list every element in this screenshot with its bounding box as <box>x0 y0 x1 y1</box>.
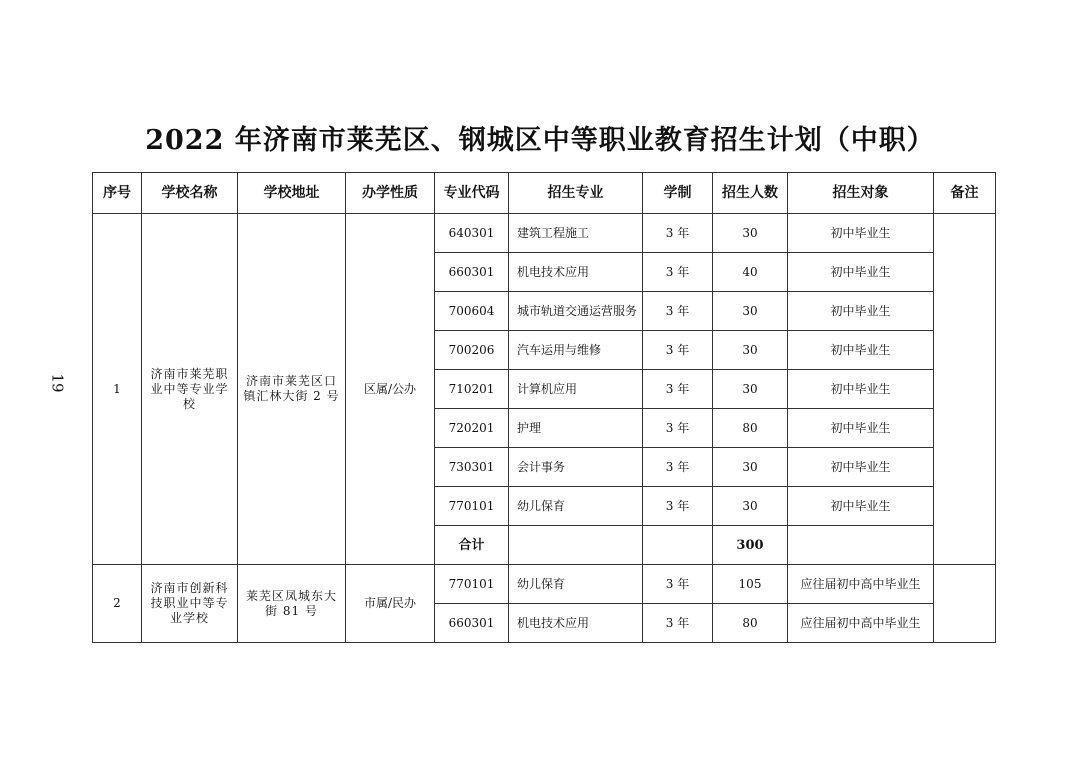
major-years: 3 年 <box>643 370 713 409</box>
major-code: 710201 <box>435 370 509 409</box>
major-years: 3 年 <box>643 409 713 448</box>
major-target: 应往届初中高中毕业生 <box>788 604 934 643</box>
total-empty-cell <box>788 526 934 565</box>
major-code: 700206 <box>435 331 509 370</box>
major-target: 初中毕业生 <box>788 253 934 292</box>
major-count: 40 <box>713 253 788 292</box>
major-count: 80 <box>713 604 788 643</box>
page-number: 19 <box>48 373 67 393</box>
major-name: 建筑工程施工 <box>509 214 643 253</box>
major-name: 机电技术应用 <box>509 604 643 643</box>
major-count: 30 <box>713 370 788 409</box>
major-years: 3 年 <box>643 253 713 292</box>
major-name: 幼儿保育 <box>509 565 643 604</box>
major-years: 3 年 <box>643 292 713 331</box>
table-row <box>93 214 996 253</box>
major-target: 初中毕业生 <box>788 331 934 370</box>
school-address: 济南市莱芜区口镇汇林大街 2 号 <box>238 214 346 565</box>
major-count: 30 <box>713 214 788 253</box>
major-name: 机电技术应用 <box>509 253 643 292</box>
header-remarks: 备注 <box>934 173 996 214</box>
remarks-cell <box>934 565 996 643</box>
major-target: 应往届初中高中毕业生 <box>788 565 934 604</box>
total-count: 300 <box>713 526 788 565</box>
major-count: 80 <box>713 409 788 448</box>
major-years: 3 年 <box>643 604 713 643</box>
major-years: 3 年 <box>643 214 713 253</box>
header-major-name: 招生专业 <box>509 173 643 214</box>
remarks-cell <box>934 214 996 565</box>
major-code: 700604 <box>435 292 509 331</box>
major-code: 660301 <box>435 604 509 643</box>
school-nature: 市属/民办 <box>346 565 435 643</box>
major-target: 初中毕业生 <box>788 370 934 409</box>
major-years: 3 年 <box>643 565 713 604</box>
major-name: 计算机应用 <box>509 370 643 409</box>
total-label: 合计 <box>435 526 509 565</box>
major-name: 会计事务 <box>509 448 643 487</box>
major-count: 30 <box>713 448 788 487</box>
major-count: 30 <box>713 292 788 331</box>
major-target: 初中毕业生 <box>788 448 934 487</box>
header-years: 学制 <box>643 173 713 214</box>
header-school-name: 学校名称 <box>142 173 238 214</box>
major-name: 护理 <box>509 409 643 448</box>
header-index: 序号 <box>93 173 142 214</box>
major-code: 720201 <box>435 409 509 448</box>
major-code: 770101 <box>435 487 509 526</box>
major-code: 770101 <box>435 565 509 604</box>
major-name: 幼儿保育 <box>509 487 643 526</box>
table-row <box>93 565 996 604</box>
header-target: 招生对象 <box>788 173 934 214</box>
major-name: 城市轨道交通运营服务 <box>509 292 643 331</box>
table-header-row <box>93 173 996 214</box>
total-empty-cell <box>509 526 643 565</box>
school-index: 1 <box>93 214 142 565</box>
major-years: 3 年 <box>643 331 713 370</box>
major-name: 汽车运用与维修 <box>509 331 643 370</box>
total-empty-cell <box>643 526 713 565</box>
header-major-code: 专业代码 <box>435 173 509 214</box>
header-school-nature: 办学性质 <box>346 173 435 214</box>
major-count: 105 <box>713 565 788 604</box>
major-code: 730301 <box>435 448 509 487</box>
major-code: 660301 <box>435 253 509 292</box>
school-name: 济南市莱芜职业中等专业学校 <box>142 214 238 565</box>
major-target: 初中毕业生 <box>788 409 934 448</box>
document-title: 2022 年济南市莱芜区、钢城区中等职业教育招生计划（中职） <box>145 125 935 156</box>
school-address: 莱芜区凤城东大街 81 号 <box>238 565 346 643</box>
major-count: 30 <box>713 487 788 526</box>
major-years: 3 年 <box>643 448 713 487</box>
major-target: 初中毕业生 <box>788 292 934 331</box>
major-target: 初中毕业生 <box>788 214 934 253</box>
enrollment-plan-table <box>92 172 996 643</box>
major-years: 3 年 <box>643 487 713 526</box>
header-school-address: 学校地址 <box>238 173 346 214</box>
major-target: 初中毕业生 <box>788 487 934 526</box>
major-count: 30 <box>713 331 788 370</box>
school-index: 2 <box>93 565 142 643</box>
school-name: 济南市创新科技职业中等专业学校 <box>142 565 238 643</box>
header-count: 招生人数 <box>713 173 788 214</box>
major-code: 640301 <box>435 214 509 253</box>
school-nature: 区属/公办 <box>346 214 435 565</box>
